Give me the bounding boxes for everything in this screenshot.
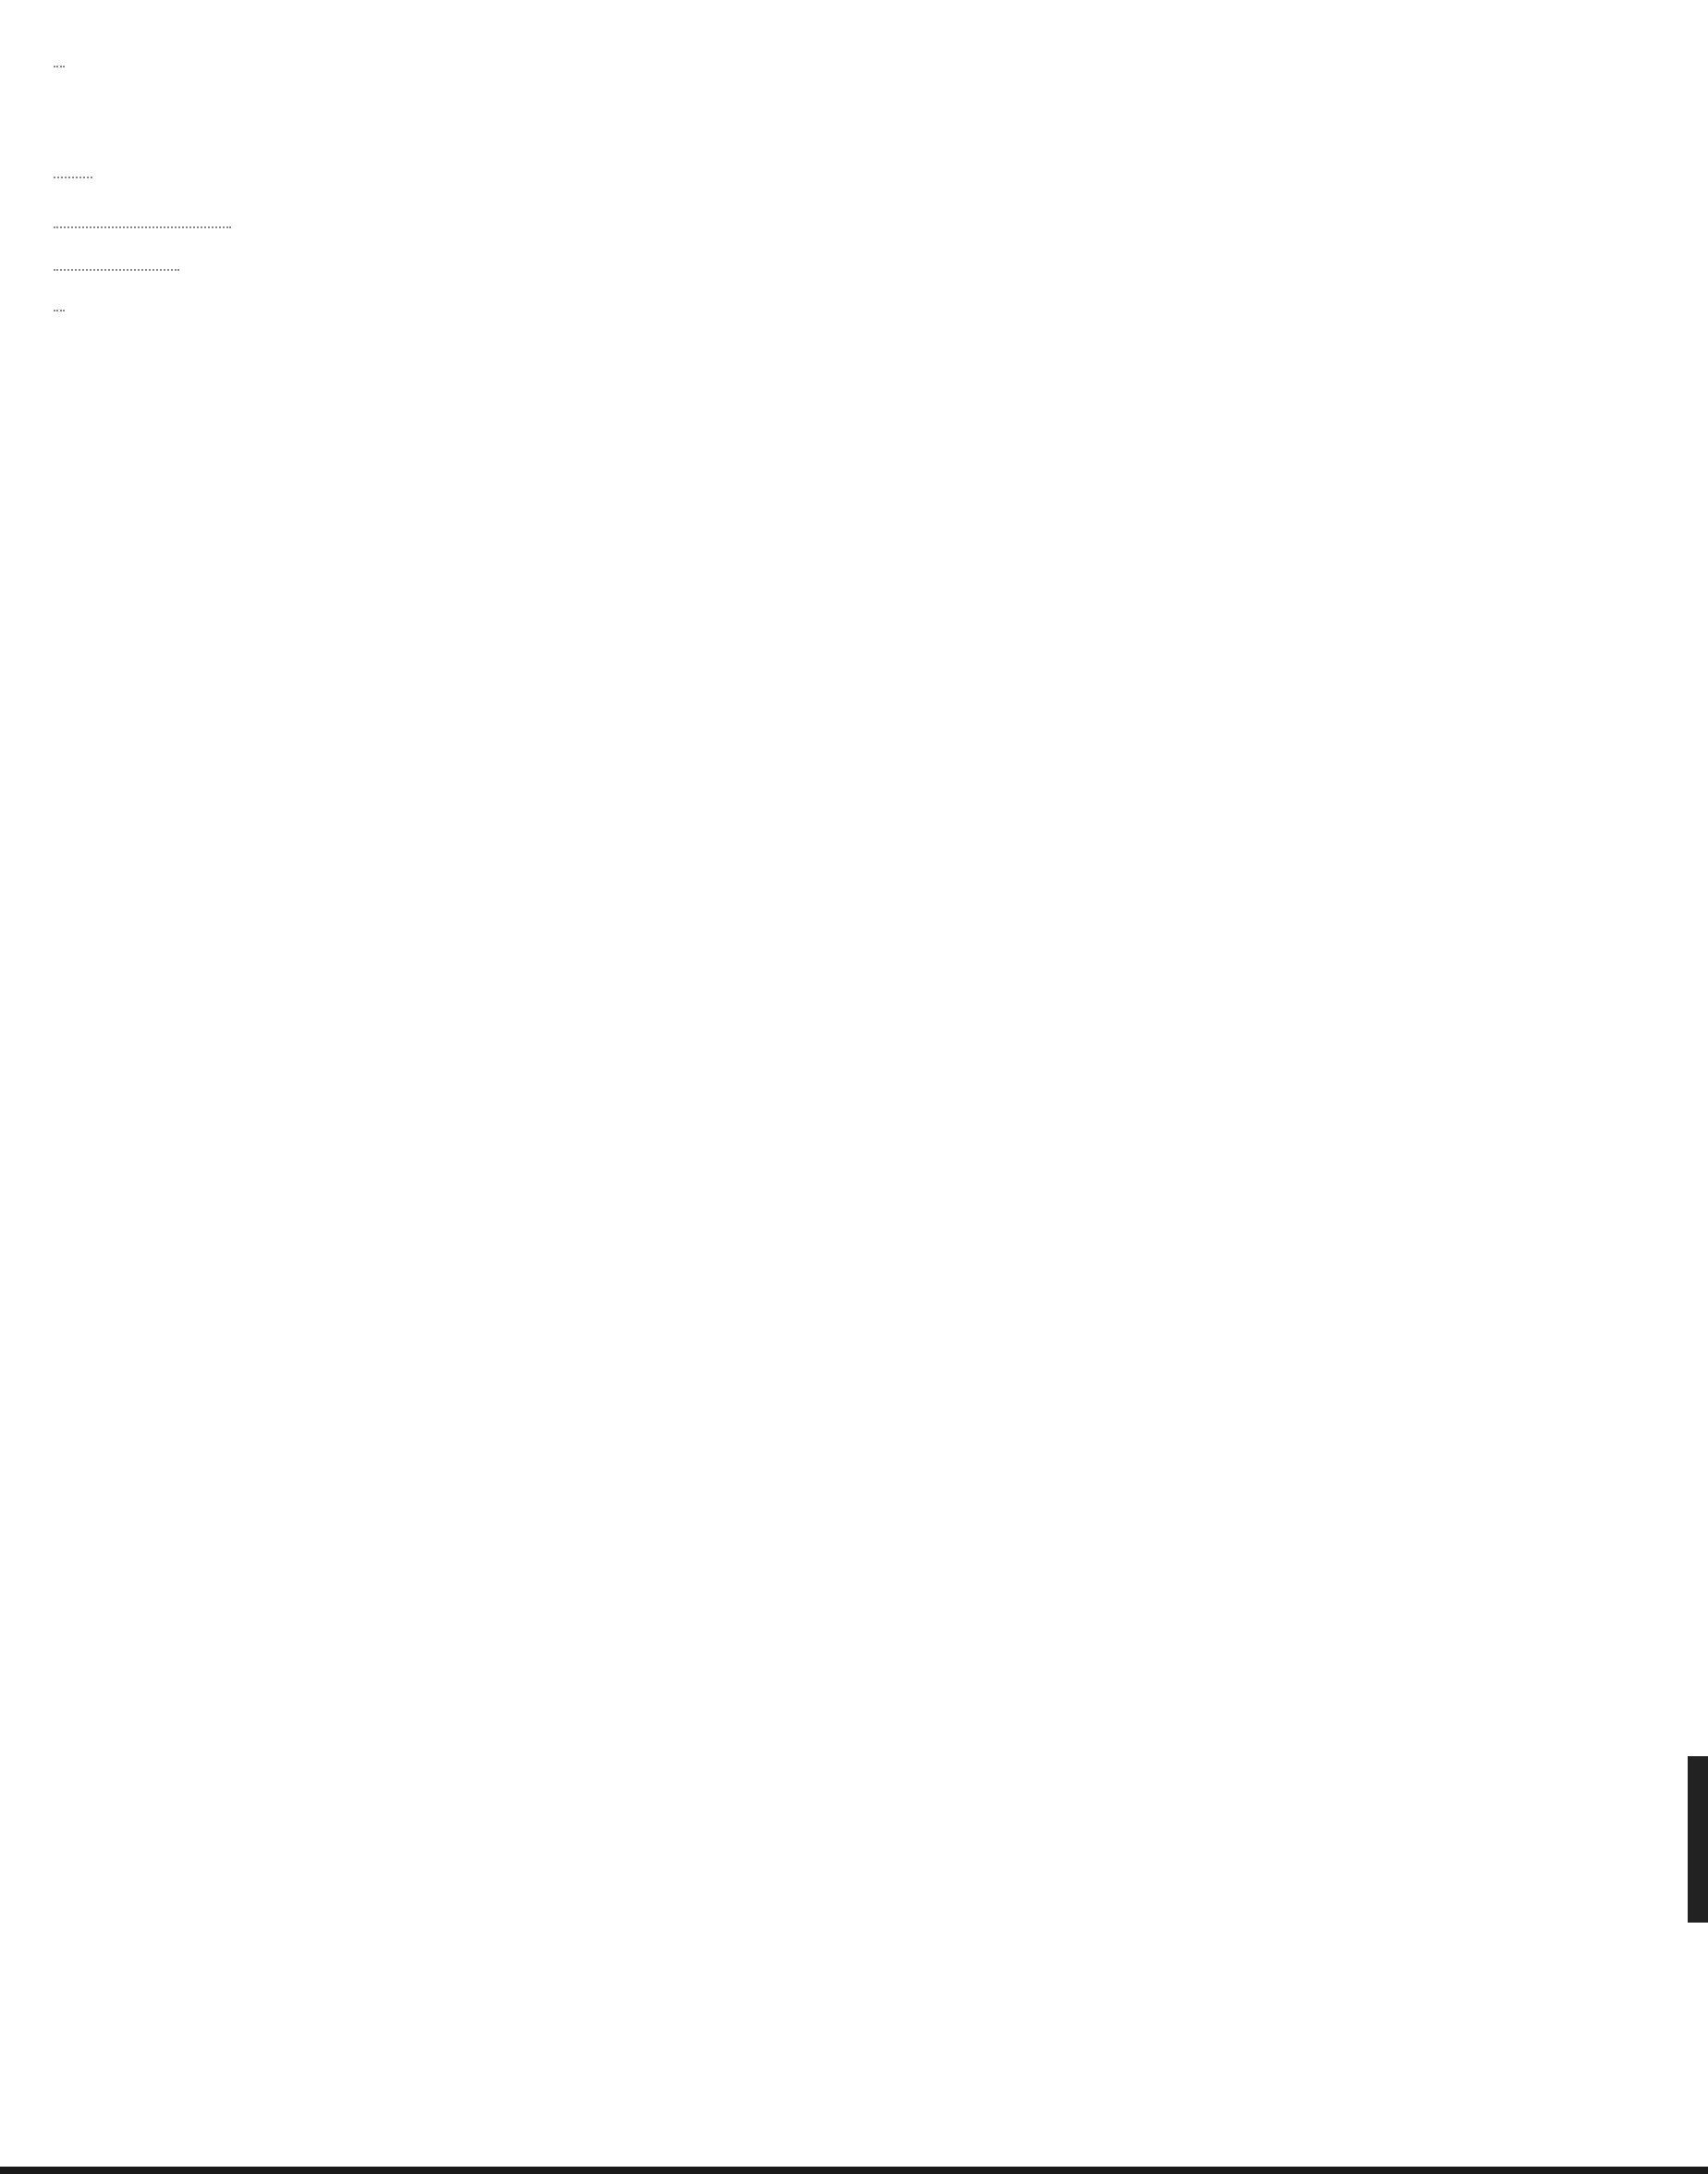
scan-edge-right (1688, 1756, 1708, 1923)
scan-edge-bottom (0, 2167, 1708, 2174)
